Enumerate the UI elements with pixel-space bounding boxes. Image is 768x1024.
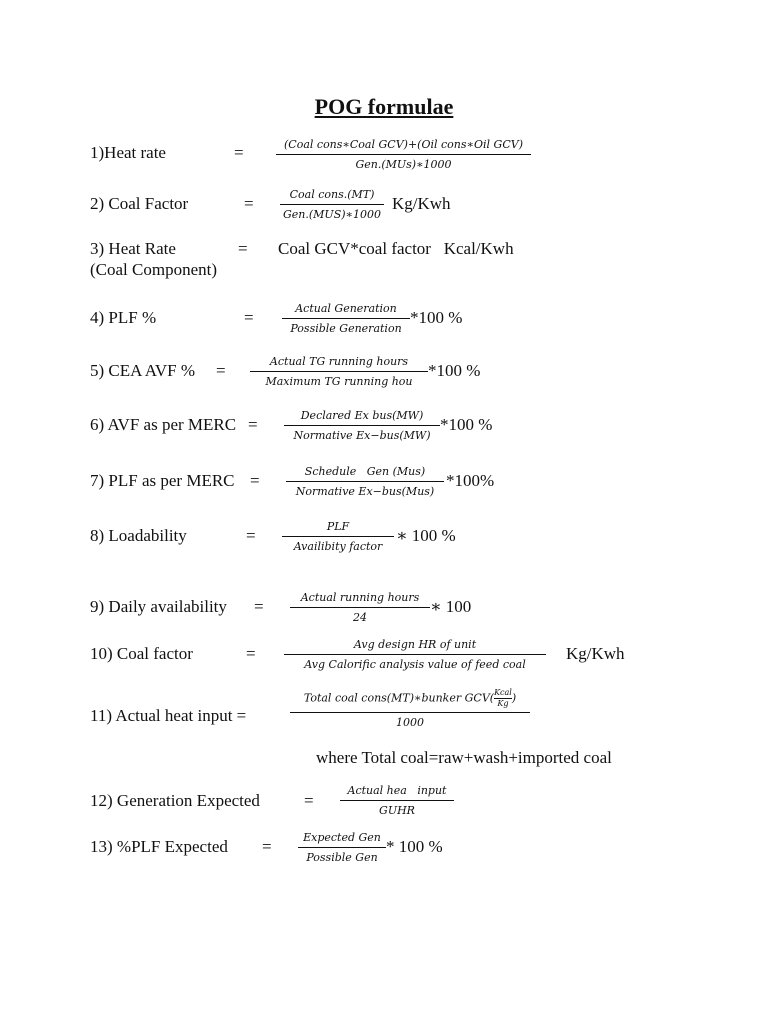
denominator: GUHR: [379, 804, 415, 817]
fraction-bar: [298, 847, 386, 848]
formula-label: 12) Generation Expected: [90, 791, 260, 810]
numerator: [290, 689, 530, 708]
equals-sign: =: [246, 644, 256, 663]
numerator: Actual running hours: [300, 591, 420, 604]
formula-label: 10) Coal factor: [90, 644, 193, 663]
formula-label: 2) Coal Factor: [90, 194, 189, 213]
denominator: Possible Generation: [290, 322, 402, 335]
denominator: 24: [353, 611, 367, 624]
suffix-text: ∗ 100 %: [396, 526, 456, 545]
equals-sign: =: [250, 471, 260, 490]
suffix-text: * 100 %: [386, 837, 443, 856]
note-text: where Total coal=raw+wash+imported coal: [316, 748, 612, 767]
equals-sign: =: [216, 361, 226, 380]
formula-label: 7) PLF as per MERC: [90, 471, 235, 490]
numerator: Actual TG running hours: [269, 355, 409, 368]
fraction: [298, 832, 386, 863]
numerator: (Coal cons∗Coal GCV)+(Oil cons∗Oil GCV): [284, 138, 523, 151]
numerator: Schedule Gen (Mus): [304, 465, 426, 478]
fraction-bar: [286, 481, 444, 482]
formula-label: 8) Loadability: [90, 526, 187, 545]
denominator: Gen.(MUS)∗1000: [282, 208, 381, 221]
formula-label-sub: (Coal Component): [90, 260, 218, 279]
equals-sign: =: [262, 837, 272, 856]
fraction-bar: [280, 204, 384, 205]
numerator: Expected Gen: [303, 831, 381, 844]
denominator: Maximum TG running hou: [265, 375, 413, 388]
formula-label: 3) Heat Rate: [90, 239, 176, 258]
fraction-bar: [340, 800, 454, 801]
fraction: [276, 139, 531, 170]
suffix-text: ∗ 100: [430, 597, 472, 616]
equals-sign: =: [244, 194, 254, 213]
fraction-bar: [282, 536, 394, 537]
fraction-bar: [284, 425, 440, 426]
suffix-text: *100 %: [428, 361, 481, 380]
formula-label: 13) %PLF Expected: [90, 837, 228, 856]
formula-label: 5) CEA AVF %: [90, 361, 196, 380]
equals-sign: =: [234, 143, 244, 162]
denominator: Avg Calorific analysis value of feed coal: [304, 658, 526, 671]
denominator: 1000: [396, 716, 424, 729]
numerator: PLF: [326, 520, 350, 533]
equals-sign: =: [248, 415, 258, 434]
page-title: POG formulae: [314, 94, 454, 119]
suffix-text: *100 %: [410, 308, 463, 327]
suffix-text: *100 %: [440, 415, 493, 434]
formula-label: 9) Daily availability: [90, 597, 227, 616]
fraction: [290, 592, 430, 623]
equals-sign: =: [254, 597, 264, 616]
denominator: Gen.(MUs)∗1000: [355, 158, 452, 171]
equals-sign: =: [238, 239, 248, 258]
equals-sign: =: [244, 308, 254, 327]
fraction-bar: [276, 154, 531, 155]
numerator: Declared Ex bus(MW): [300, 409, 424, 422]
denominator: Normative Ex−bus(Mus): [295, 485, 435, 498]
fraction: [284, 410, 440, 441]
fraction: [286, 466, 444, 497]
formula-label: 1)Heat rate: [90, 143, 166, 162]
equals-sign: =: [246, 526, 256, 545]
unit-fraction: [494, 689, 512, 708]
fraction-bar: [250, 371, 428, 372]
numerator-text: Total coal cons(MT)∗bunker GCV(: [303, 691, 495, 705]
equals-sign: =: [304, 791, 314, 810]
fraction-bar: [290, 712, 530, 713]
fraction-bar: [282, 318, 410, 319]
unit-fraction-denominator: Kg: [497, 699, 509, 708]
unit-text: Kg/Kwh: [566, 644, 625, 663]
unit-text: Kg/Kwh: [392, 194, 451, 213]
fraction-bar: [284, 654, 546, 655]
numerator: Actual hea input: [347, 784, 447, 797]
numerator-tail: ): [511, 691, 517, 705]
suffix-text: *100%: [446, 471, 495, 490]
fraction-bar: [290, 607, 430, 608]
denominator: Availibity factor: [293, 540, 383, 553]
fraction: [340, 785, 454, 816]
numerator: Avg design HR of unit: [353, 638, 477, 651]
numerator: Actual Generation: [295, 302, 397, 315]
fraction: [282, 303, 410, 334]
fraction: [284, 639, 546, 670]
formula-label: 4) PLF %: [90, 308, 157, 327]
numerator: Coal cons.(MT): [289, 188, 375, 201]
unit-fraction-numerator: Kcal: [494, 688, 512, 697]
denominator: Normative Ex−bus(MW): [293, 429, 431, 442]
formula-rhs: Coal GCV*coal factor Kcal/Kwh: [278, 239, 514, 258]
fraction: [290, 689, 530, 728]
formula-label: 11) Actual heat input =: [90, 706, 247, 725]
denominator: Possible Gen: [306, 851, 378, 864]
fraction: [250, 356, 428, 387]
fraction: [280, 189, 384, 220]
formula-label: 6) AVF as per MERC: [90, 415, 237, 434]
fraction: [282, 521, 394, 552]
